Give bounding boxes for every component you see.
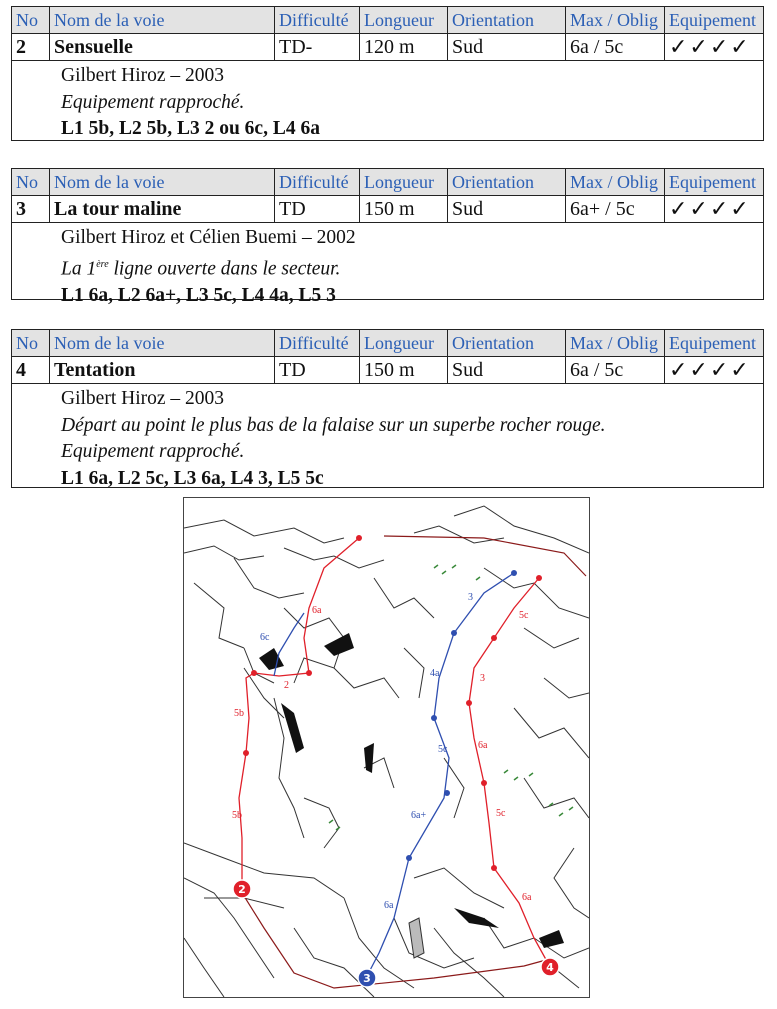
route-values-row [12,196,763,223]
route-equipment-rating: ✓✓✓✓ [669,34,751,59]
route-pitches: L1 6a, L2 6a+, L3 5c, L4 4a, L5 3 [61,284,336,306]
route-author: Gilbert Hiroz – 2003 [61,65,225,86]
grade-tour-maline-l2: 6a+ [411,810,427,821]
route-number: 2 [12,34,50,60]
col-difficulty: Difficulté [275,7,360,33]
route-description [12,61,763,143]
dark-roofs [259,633,564,948]
route-card-tentation [11,329,764,488]
route-orientation: Sud [448,34,566,60]
grade-tentation-l3: 6a [478,740,488,751]
col-max: Max / Oblig [566,7,665,33]
grade-tour-maline-l4: 4a [430,668,440,679]
grade-tentation-l4: 3 [480,673,485,684]
col-orientation: Orientation [448,330,566,356]
route-max-oblig: 6a+ / 5c [566,196,665,222]
col-length: Longueur [360,330,448,356]
route-description [12,223,763,309]
route-equipment-rating: ✓✓✓✓ [669,196,751,221]
col-equipment: Equipement [669,332,756,353]
topo-svg [184,498,589,997]
route-note-pre: La 1 [61,258,97,279]
topo-drawing [183,497,590,998]
route-pitches: L1 6a, L2 5c, L3 6a, L4 3, L5 5c [61,467,324,489]
route-note: Départ au point le plus bas de la falaise sur un superbe rocher rouge. [61,414,606,436]
route-line-sensuelle [239,538,359,886]
col-orientation: Orientation [448,7,566,33]
route-name: Sensuelle [50,34,275,60]
col-name: Nom de la voie [50,330,275,356]
grade-tentation-l2: 5c [496,808,506,819]
grade-tentation-l5: 5c [519,610,529,621]
col-name: Nom de la voie [50,7,275,33]
grey-slab [409,918,424,958]
route-values-row [12,357,763,384]
route-max-oblig: 6a / 5c [566,357,665,383]
route-number: 3 [12,196,50,222]
route-description [12,384,763,492]
route-table-header [12,169,763,196]
route-card-la-tour-maline [11,168,764,306]
col-max: Max / Oblig [566,169,665,195]
route-lines [239,538,549,976]
grade-tour-maline-l5: 3 [468,592,473,603]
route-difficulty: TD [275,196,360,222]
route-difficulty: TD- [275,34,360,60]
route-note-sup: ère [96,258,109,270]
grade-tour-maline-l1: 6a [384,900,394,911]
col-length: Longueur [360,7,448,33]
route-card-sensuelle [11,6,764,141]
grade-sensuelle-l2: 5b [234,708,244,719]
route-pitches: L1 5b, L2 5b, L3 2 ou 6c, L4 6a [61,118,320,139]
grade-sensuelle-l4: 6a [312,605,322,616]
grade-sensuelle-variant: 6c [260,632,270,643]
col-no: No [12,169,50,195]
badge-route-3-label: 3 [363,972,371,985]
route-note [61,252,763,283]
route-length: 120 m [360,34,448,60]
route-author: Gilbert Hiroz et Célien Buemi – 2002 [61,227,356,248]
route-difficulty: TD [275,357,360,383]
route-line-tentation [469,578,549,965]
route-table-header [12,330,763,357]
badge-route-4-label: 4 [546,961,554,974]
col-no: No [12,7,50,33]
belay-stations-red [243,535,542,871]
approach-paths [239,536,586,988]
route-values-row [12,34,763,61]
col-difficulty: Difficulté [275,330,360,356]
col-no: No [12,330,50,356]
route-author: Gilbert Hiroz – 2003 [61,388,225,409]
col-equipment: Equipement [669,9,756,30]
col-name: Nom de la voie [50,169,275,195]
route-equipment-rating: ✓✓✓✓ [669,357,751,382]
grade-tentation-l1: 6a [522,892,532,903]
badge-route-2-label: 2 [238,883,246,896]
grade-labels [232,592,532,911]
route-length: 150 m [360,357,448,383]
col-length: Longueur [360,169,448,195]
route-table-header [12,7,763,34]
grade-sensuelle-l3: 2 [284,680,289,691]
route-length: 150 m [360,196,448,222]
route-orientation: Sud [448,196,566,222]
grade-sensuelle-l1: 5b [232,810,242,821]
route-name: Tentation [50,357,275,383]
grade-tour-maline-l3: 5c [438,744,448,755]
route-name: La tour maline [50,196,275,222]
route-orientation: Sud [448,357,566,383]
col-difficulty: Difficulté [275,169,360,195]
route-max-oblig: 6a / 5c [566,34,665,60]
col-max: Max / Oblig [566,330,665,356]
route-note-post: ligne ouverte dans le secteur. [108,258,341,279]
route-badges [233,880,559,987]
vegetation-marks [329,565,573,830]
route-note: Equipement rapproché. [61,441,245,462]
route-note: Equipement rapproché. [61,91,245,113]
route-number: 4 [12,357,50,383]
col-orientation: Orientation [448,169,566,195]
col-equipment: Equipement [669,171,756,192]
